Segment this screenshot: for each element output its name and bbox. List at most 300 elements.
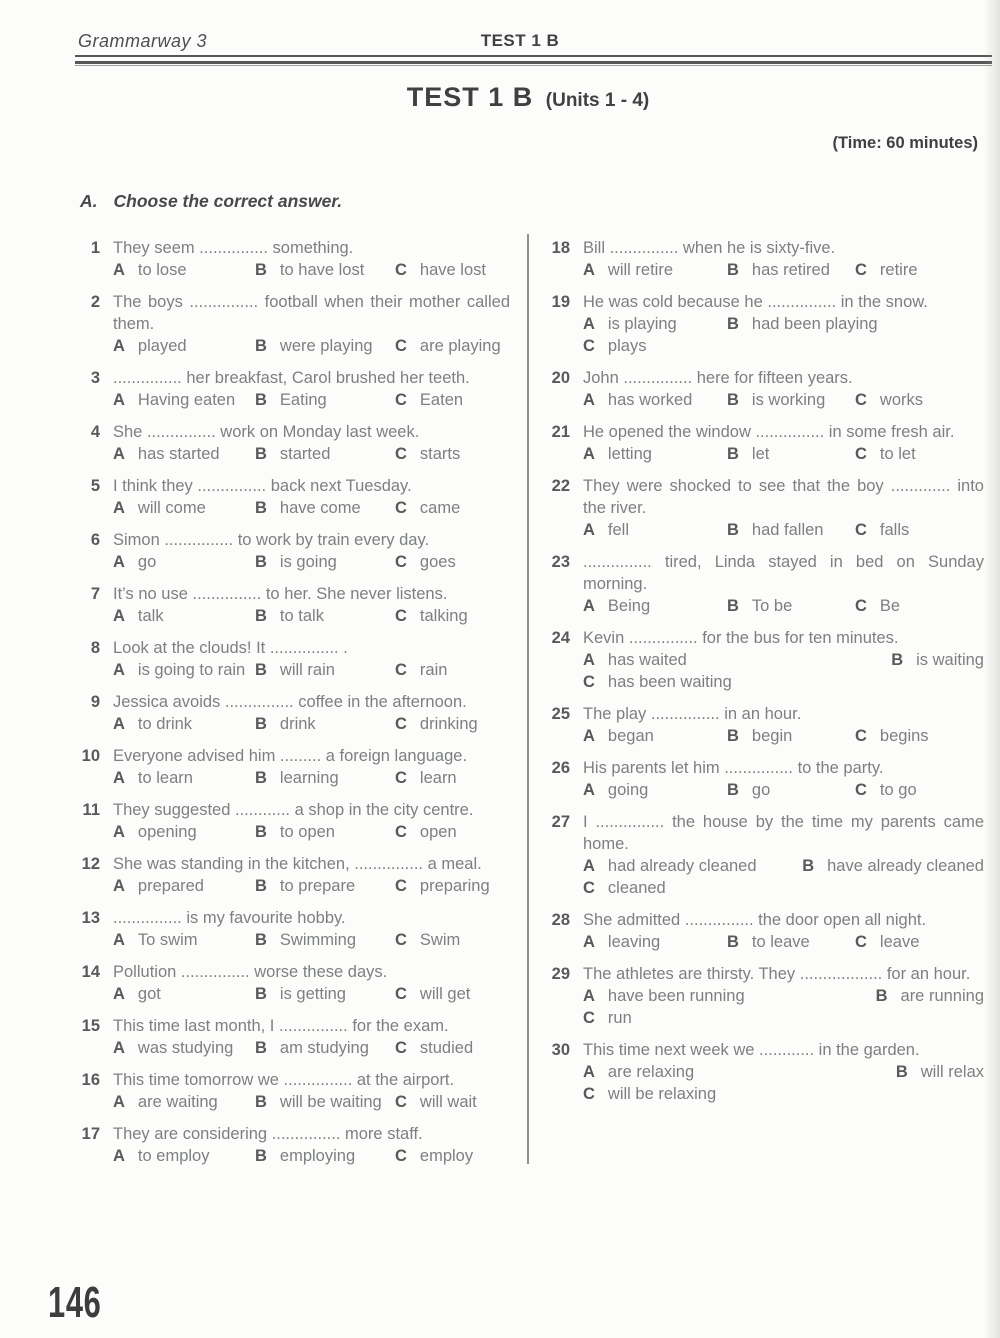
option-letter: A bbox=[113, 391, 125, 409]
question-body bbox=[583, 367, 984, 411]
option-C bbox=[395, 389, 510, 411]
option-text: is getting bbox=[279, 985, 346, 1003]
question-sentence: He was cold because he ............... in the snow. bbox=[583, 293, 928, 311]
option-letter: A bbox=[113, 553, 125, 571]
option-C bbox=[395, 983, 510, 1005]
question-options bbox=[113, 605, 510, 627]
option-text: letting bbox=[607, 445, 652, 463]
option-row bbox=[583, 985, 984, 1007]
option-text: has waited bbox=[607, 651, 687, 669]
option-letter: C bbox=[395, 391, 407, 409]
option-letter: A bbox=[583, 315, 595, 333]
option-A bbox=[583, 985, 745, 1007]
option-C bbox=[395, 929, 510, 951]
option-row bbox=[583, 519, 984, 541]
option-text: drink bbox=[279, 715, 316, 733]
option-C bbox=[395, 443, 510, 465]
question bbox=[550, 627, 984, 693]
option-text: has been waiting bbox=[607, 673, 732, 691]
option-letter: A bbox=[113, 1039, 125, 1057]
option-letter: C bbox=[583, 1009, 595, 1027]
option-text: will retire bbox=[607, 261, 674, 279]
question-body bbox=[583, 421, 984, 465]
question bbox=[550, 367, 984, 411]
question-sentence: They are considering ............... more staff. bbox=[113, 1125, 423, 1143]
option-letter: C bbox=[583, 673, 595, 691]
option-A bbox=[113, 983, 255, 1005]
question-sentence: It’s no use ............... to her. She never listens. bbox=[113, 585, 448, 603]
question-number: 23 bbox=[551, 553, 570, 571]
option-row bbox=[583, 335, 984, 357]
question bbox=[550, 963, 984, 1029]
question-sentence: I ............... the house by the time my parents came home. bbox=[583, 813, 984, 853]
option-text: works bbox=[879, 391, 924, 409]
question-options bbox=[113, 389, 510, 411]
question-body bbox=[583, 551, 984, 617]
option-row bbox=[113, 659, 510, 681]
question bbox=[80, 799, 510, 843]
option-text: prepared bbox=[137, 877, 204, 895]
option-letter: B bbox=[727, 261, 739, 279]
option-text: to have lost bbox=[279, 261, 365, 279]
question-body bbox=[113, 291, 510, 357]
question-number: 11 bbox=[82, 801, 100, 819]
option-letter: A bbox=[113, 1093, 125, 1111]
question bbox=[550, 291, 984, 357]
question-number: 9 bbox=[90, 693, 100, 711]
question-sentence: ............... is my favourite hobby. bbox=[113, 909, 346, 927]
option-B bbox=[891, 649, 984, 671]
question-options bbox=[113, 443, 510, 465]
option-A bbox=[113, 497, 255, 519]
question-options bbox=[113, 713, 510, 735]
option-text: run bbox=[607, 1009, 632, 1027]
option-text: began bbox=[607, 727, 654, 745]
option-letter: C bbox=[395, 445, 407, 463]
option-row bbox=[583, 855, 984, 877]
option-letter: A bbox=[583, 651, 595, 669]
question bbox=[80, 583, 510, 627]
option-text: were playing bbox=[279, 337, 373, 355]
option-A bbox=[113, 259, 255, 281]
option-letter: B bbox=[255, 261, 267, 279]
option-A bbox=[583, 259, 727, 281]
question-number: 8 bbox=[90, 639, 100, 657]
question-body bbox=[113, 961, 510, 1005]
option-B bbox=[255, 551, 395, 573]
option-A bbox=[113, 389, 255, 411]
option-text: to talk bbox=[279, 607, 324, 625]
question bbox=[550, 1039, 984, 1105]
option-text: are playing bbox=[419, 337, 501, 355]
option-text: learning bbox=[279, 769, 339, 787]
option-letter: A bbox=[583, 391, 595, 409]
option-letter: C bbox=[395, 931, 407, 949]
question-sentence: The athletes are thirsty. They .................. for an hour. bbox=[583, 965, 971, 983]
option-letter: B bbox=[891, 651, 904, 669]
option-C bbox=[395, 1145, 510, 1167]
option-text: has worked bbox=[607, 391, 693, 409]
question-number: 17 bbox=[81, 1125, 100, 1143]
option-A bbox=[113, 929, 255, 951]
option-C bbox=[855, 443, 984, 465]
option-letter: C bbox=[395, 769, 407, 787]
question-options bbox=[583, 259, 984, 281]
question-sentence: The play ............... in an hour. bbox=[583, 705, 802, 723]
question-body bbox=[583, 291, 984, 357]
option-letter: B bbox=[255, 1039, 267, 1057]
option-A bbox=[113, 1145, 255, 1167]
option-letter: A bbox=[113, 337, 125, 355]
question-number: 18 bbox=[551, 239, 570, 257]
option-letter: B bbox=[255, 445, 267, 463]
question-sentence: She admitted ............... the door open all night. bbox=[583, 911, 927, 929]
option-C bbox=[855, 519, 984, 541]
header-rule-echo bbox=[75, 65, 992, 66]
question bbox=[80, 475, 510, 519]
option-letter: C bbox=[395, 261, 407, 279]
option-text: played bbox=[137, 337, 187, 355]
question-options bbox=[113, 659, 510, 681]
option-C bbox=[395, 259, 510, 281]
question-sentence: They suggested ............ a shop in the city centre. bbox=[113, 801, 474, 819]
question-sentence: Jessica avoids ............... coffee in the afternoon. bbox=[113, 693, 467, 711]
option-C bbox=[395, 713, 510, 735]
question bbox=[80, 1123, 510, 1167]
option-letter: C bbox=[855, 445, 867, 463]
test-title bbox=[28, 82, 1000, 113]
option-B bbox=[727, 931, 855, 953]
option-text: are waiting bbox=[137, 1093, 218, 1111]
option-letter: B bbox=[255, 985, 267, 1003]
option-C bbox=[395, 605, 510, 627]
question-number: 16 bbox=[81, 1071, 100, 1089]
option-text: falls bbox=[879, 521, 910, 539]
column-divider-rule bbox=[527, 234, 529, 1164]
option-letter: A bbox=[113, 931, 125, 949]
option-row bbox=[583, 389, 984, 411]
option-letter: A bbox=[583, 727, 595, 745]
option-letter: C bbox=[395, 877, 407, 895]
option-text: will relax bbox=[920, 1063, 984, 1081]
question-options bbox=[113, 767, 510, 789]
question bbox=[80, 421, 510, 465]
question-number: 19 bbox=[551, 293, 570, 311]
question-number: 29 bbox=[551, 965, 570, 983]
option-row bbox=[583, 725, 984, 747]
option-row bbox=[583, 313, 984, 335]
question-options bbox=[583, 931, 984, 953]
question-number: 26 bbox=[551, 759, 570, 777]
question-sentence: His parents let him ............... to the party. bbox=[583, 759, 884, 777]
option-letter: B bbox=[727, 315, 739, 333]
question bbox=[80, 1069, 510, 1113]
option-text: had been playing bbox=[751, 315, 878, 333]
option-row bbox=[583, 259, 984, 281]
option-row bbox=[583, 443, 984, 465]
option-letter: C bbox=[395, 1147, 407, 1165]
question-number: 27 bbox=[551, 813, 570, 831]
option-text: to lose bbox=[137, 261, 187, 279]
question-number: 6 bbox=[90, 531, 100, 549]
option-letter: C bbox=[855, 933, 867, 951]
option-A bbox=[583, 313, 727, 335]
option-letter: C bbox=[395, 823, 407, 841]
option-letter: B bbox=[255, 877, 267, 895]
question-number: 2 bbox=[90, 293, 100, 311]
option-letter: A bbox=[583, 261, 595, 279]
running-head-test-label: TEST 1 B bbox=[480, 31, 560, 50]
question-sentence: Kevin ............... for the bus for ten minutes. bbox=[583, 629, 899, 647]
option-letter: C bbox=[395, 1093, 407, 1111]
option-text: Be bbox=[879, 597, 901, 615]
question-options bbox=[113, 551, 510, 573]
option-B bbox=[727, 725, 855, 747]
option-text: to open bbox=[279, 823, 335, 841]
option-row bbox=[113, 259, 510, 281]
question bbox=[80, 745, 510, 789]
question-sentence: She ............... work on Monday last week. bbox=[113, 423, 420, 441]
question-body bbox=[113, 583, 510, 627]
option-letter: B bbox=[727, 521, 739, 539]
option-B bbox=[896, 1061, 984, 1083]
option-text: employing bbox=[279, 1147, 356, 1165]
option-letter: B bbox=[255, 823, 267, 841]
question-number: 21 bbox=[551, 423, 570, 441]
question bbox=[550, 909, 984, 953]
option-letter: C bbox=[583, 337, 595, 355]
option-B bbox=[255, 713, 395, 735]
question-body bbox=[113, 691, 510, 735]
question-sentence: Pollution ............... worse these days. bbox=[113, 963, 388, 981]
option-text: Swim bbox=[419, 931, 461, 949]
question-number: 4 bbox=[90, 423, 100, 441]
section-instruction: Choose the correct answer. bbox=[113, 191, 343, 211]
option-letter: A bbox=[113, 445, 125, 463]
option-row bbox=[113, 713, 510, 735]
option-A bbox=[113, 875, 255, 897]
question-number: 13 bbox=[81, 909, 100, 927]
question bbox=[80, 961, 510, 1005]
option-letter: C bbox=[395, 553, 407, 571]
option-A bbox=[583, 519, 727, 541]
option-letter: C bbox=[583, 1085, 595, 1103]
option-B bbox=[255, 929, 395, 951]
option-text: retire bbox=[879, 261, 918, 279]
option-letter: B bbox=[727, 781, 739, 799]
question bbox=[550, 811, 984, 899]
question-options bbox=[113, 335, 510, 357]
option-row bbox=[583, 649, 984, 671]
option-C bbox=[855, 259, 984, 281]
option-B bbox=[727, 389, 855, 411]
option-A bbox=[113, 1091, 255, 1113]
option-B bbox=[727, 443, 855, 465]
option-text: to prepare bbox=[279, 877, 356, 895]
option-text: to employ bbox=[137, 1147, 210, 1165]
question-options bbox=[113, 1145, 510, 1167]
option-text: go bbox=[751, 781, 771, 799]
question-number: 12 bbox=[81, 855, 100, 873]
option-text: cleaned bbox=[607, 879, 666, 897]
option-row bbox=[113, 1037, 510, 1059]
question-body bbox=[583, 703, 984, 747]
question-body bbox=[583, 963, 984, 1029]
question-number: 15 bbox=[81, 1017, 100, 1035]
option-letter: C bbox=[395, 607, 407, 625]
section-heading bbox=[80, 191, 342, 212]
option-C bbox=[395, 875, 510, 897]
option-row bbox=[583, 671, 984, 693]
question-number: 30 bbox=[551, 1041, 570, 1059]
option-text: have already cleaned bbox=[827, 857, 984, 875]
question-sentence: This time last month, I ............... for the exam. bbox=[113, 1017, 449, 1035]
option-letter: A bbox=[113, 607, 125, 625]
option-B bbox=[255, 983, 395, 1005]
option-text: will get bbox=[419, 985, 471, 1003]
option-A bbox=[113, 1037, 255, 1059]
option-text: is going to rain bbox=[137, 661, 246, 679]
option-letter: C bbox=[395, 715, 407, 733]
question-sentence: The boys ............... football when their mother called them. bbox=[113, 293, 510, 333]
option-row bbox=[113, 875, 510, 897]
option-B bbox=[255, 389, 395, 411]
option-letter: A bbox=[113, 661, 125, 679]
option-B bbox=[727, 313, 878, 335]
option-row bbox=[583, 595, 984, 617]
question-options bbox=[113, 983, 510, 1005]
test-title-main: TEST 1 B bbox=[406, 82, 534, 112]
option-A bbox=[583, 389, 727, 411]
question bbox=[550, 551, 984, 617]
question-sentence: They were shocked to see that the boy ............. into the river. bbox=[583, 477, 984, 517]
option-C bbox=[583, 1085, 716, 1103]
option-text: have been running bbox=[607, 987, 745, 1005]
option-letter: C bbox=[855, 597, 867, 615]
option-text: had already cleaned bbox=[607, 857, 757, 875]
option-letter: B bbox=[255, 553, 267, 571]
question-options bbox=[583, 779, 984, 801]
question-number: 14 bbox=[81, 963, 100, 981]
option-A bbox=[583, 595, 727, 617]
option-text: Swimming bbox=[279, 931, 357, 949]
option-text: Being bbox=[607, 597, 651, 615]
option-A bbox=[113, 443, 255, 465]
question-body bbox=[583, 237, 984, 281]
option-A bbox=[113, 767, 255, 789]
option-letter: A bbox=[583, 933, 595, 951]
option-text: studied bbox=[419, 1039, 474, 1057]
option-letter: C bbox=[855, 727, 867, 745]
option-row bbox=[113, 443, 510, 465]
question-options bbox=[583, 519, 984, 541]
question-number: 1 bbox=[90, 239, 100, 257]
option-letter: B bbox=[727, 445, 739, 463]
option-row bbox=[583, 877, 984, 899]
option-letter: B bbox=[255, 1093, 267, 1111]
option-B bbox=[255, 1091, 395, 1113]
question bbox=[550, 421, 984, 465]
option-text: talk bbox=[137, 607, 164, 625]
option-row bbox=[113, 605, 510, 627]
question-sentence: She was standing in the kitchen, ............... a meal. bbox=[113, 855, 482, 873]
option-A bbox=[583, 649, 687, 671]
question-body bbox=[583, 627, 984, 693]
option-letter: A bbox=[583, 1063, 595, 1081]
question-body bbox=[113, 799, 510, 843]
time-allowed-note: (Time: 60 minutes) bbox=[832, 134, 978, 152]
question-options bbox=[583, 595, 984, 617]
option-B bbox=[727, 259, 855, 281]
question-options bbox=[583, 725, 984, 747]
option-text: to go bbox=[879, 781, 917, 799]
option-C bbox=[395, 335, 510, 357]
option-C bbox=[583, 879, 666, 897]
option-letter: A bbox=[583, 445, 595, 463]
option-text: Eating bbox=[279, 391, 327, 409]
option-text: have lost bbox=[419, 261, 486, 279]
question-columns bbox=[0, 237, 1000, 1177]
option-C bbox=[855, 931, 984, 953]
option-A bbox=[583, 1061, 694, 1083]
option-text: got bbox=[137, 985, 161, 1003]
option-C bbox=[395, 767, 510, 789]
question bbox=[80, 1015, 510, 1059]
option-C bbox=[855, 725, 984, 747]
option-row bbox=[113, 821, 510, 843]
option-text: rain bbox=[419, 661, 448, 679]
question-options bbox=[113, 875, 510, 897]
question-sentence: ............... her breakfast, Carol brushed her teeth. bbox=[113, 369, 470, 387]
option-text: am studying bbox=[279, 1039, 369, 1057]
question-body bbox=[113, 637, 510, 681]
option-letter: A bbox=[583, 521, 595, 539]
option-B bbox=[255, 497, 395, 519]
option-letter: C bbox=[395, 985, 407, 1003]
option-B bbox=[255, 659, 395, 681]
option-row bbox=[113, 1091, 510, 1113]
question-options bbox=[583, 649, 984, 693]
option-A bbox=[583, 779, 727, 801]
option-row bbox=[113, 389, 510, 411]
question-body bbox=[583, 1039, 984, 1105]
option-B bbox=[255, 1145, 395, 1167]
option-row bbox=[113, 983, 510, 1005]
option-text: employ bbox=[419, 1147, 474, 1165]
option-letter: B bbox=[875, 987, 888, 1005]
option-A bbox=[113, 821, 255, 843]
option-text: go bbox=[137, 553, 157, 571]
question-options bbox=[583, 985, 984, 1029]
option-letter: A bbox=[113, 823, 125, 841]
option-text: leaving bbox=[607, 933, 661, 951]
option-letter: B bbox=[255, 607, 267, 625]
option-letter: B bbox=[255, 661, 267, 679]
option-letter: A bbox=[583, 597, 595, 615]
running-head-book-title: Grammarway 3 bbox=[78, 31, 208, 51]
question-body bbox=[113, 853, 510, 897]
option-text: is waiting bbox=[916, 651, 984, 669]
option-text: came bbox=[419, 499, 461, 517]
question-sentence: Bill ............... when he is sixty-five. bbox=[583, 239, 836, 257]
option-row bbox=[113, 335, 510, 357]
option-A bbox=[113, 659, 255, 681]
option-text: are relaxing bbox=[607, 1063, 695, 1081]
question bbox=[80, 691, 510, 735]
question-number: 24 bbox=[551, 629, 570, 647]
option-text: starts bbox=[419, 445, 461, 463]
option-C bbox=[395, 821, 510, 843]
